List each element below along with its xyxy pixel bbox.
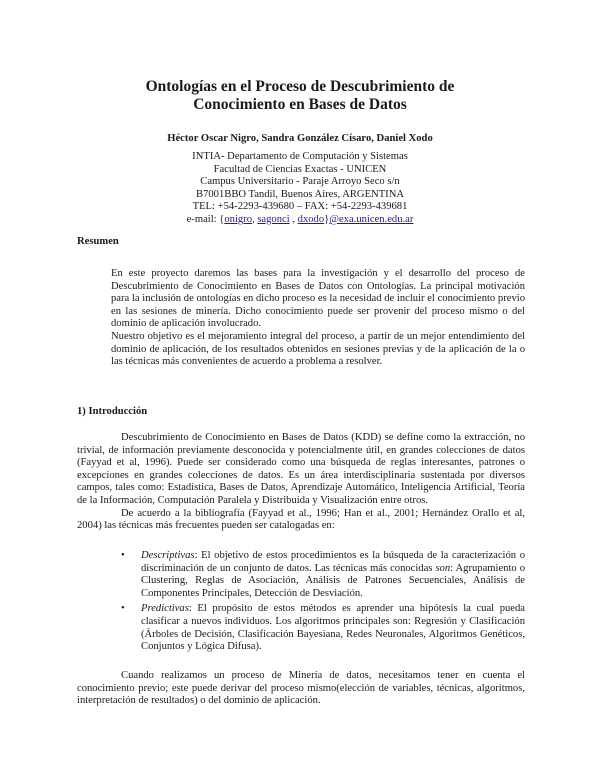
intro-paragraph: De acuerdo a la bibliografía (Fayyad et al., 1996; Han et al., 2001; Hernández Orallo et al, 2004) las técnicas más frecuentes pueden ser catalogadas en: — [77, 507, 525, 532]
email-link-sagonci[interactable]: sagonci — [257, 213, 290, 225]
email-line — [0, 214, 600, 227]
email-separator: , — [289, 213, 298, 225]
affiliation — [0, 151, 600, 227]
item-emphasis: son — [435, 562, 451, 574]
intro-body — [77, 432, 525, 533]
email-link-dxodo[interactable]: dxodo — [297, 213, 325, 225]
affiliation-line: TEL: +54-2293-439680 – FAX: +54-2293-439681 — [192, 201, 408, 213]
email-link-onigro[interactable]: onigro — [224, 213, 253, 225]
intro-body-continued — [77, 670, 525, 708]
resumen-paragraph: En este proyecto daremos las bases para la investigación y el desarrollo del proceso de Descubrimiento de Conocimiento en Bases de Datos con Ontologías. La principal motivación para la inclusión de ontologías en dicho proceso es la necesidad de incluir el conocimiento previo en las sesiones de minería. Dicho conocimiento puede ser provenir del proceso mismo o del dominio de aplicación involucrado. — [111, 268, 525, 330]
resumen-body — [111, 268, 525, 369]
affiliation-line: Campus Universitario - Paraje Arroyo Seco s/n — [200, 176, 400, 188]
item-text: : Agrupamiento o Clustering, Reglas de Asociación, Análisis de Patrones Secuenciales, Análisis de Componentes Principales, Detección de Desviación. — [141, 562, 525, 599]
item-text: : El objetivo de estos procedimientos es la búsqueda de la caracterización o discriminación de un conjunto de datos. Las técnicas más conocidas — [141, 550, 525, 574]
intro-paragraph: Descubrimiento de Conocimiento en Bases de Datos (KDD) se define como la extracción, no trivial, de información previamente desconocida y potencialmente útil, en grandes colecciones de datos (Fayyad et al, 1996). Puede ser considerado como una búsqueda de reglas interesantes, patrones o excepciones en grandes colecciones de datos. Es un área interdisciplinaria sustentada por diversos campos, tales como: Estadística, Bases de Datos, Aprendizaje Automático, Inteligencia Artificial, Teoría de la Información, Computación Paralela y Distribuida y Visualización entre otros. — [77, 432, 525, 506]
term: Predictivas — [141, 603, 189, 615]
email-prefix: e-mail: { — [186, 213, 225, 225]
list-item-predictivas — [121, 603, 525, 653]
item-text: : El propósito de estos métodos es aprender una hipótesis la cual pueda clasificar a nuevos individuos. Los algoritmos principales son: Regresión y Clasificación (Árboles de Decisión, Clasificación Bayesiana, Redes Neuronales, Algoritmos Genéticos, Conjuntos y Lógica Difusa). — [141, 603, 525, 653]
email-separator: , — [252, 213, 258, 225]
list-item-descriptivas — [121, 550, 525, 600]
email-domain-link[interactable]: @exa.unicen.edu.ar — [329, 213, 414, 225]
affiliation-line: B7001BBO Tandil, Buenos Aires, ARGENTINA — [196, 188, 404, 200]
resumen-heading: Resumen — [77, 236, 119, 247]
bullet-icon: • — [121, 550, 125, 561]
authors: Héctor Oscar Nigro, Sandra González Císaro, Daniel Xodo — [167, 133, 433, 144]
paper-title — [0, 78, 600, 114]
affiliation-line: Facultad de Ciencias Exactas - UNICEN — [213, 163, 387, 175]
affiliation-line: INTIA- Departamento de Computación y Sistemas — [192, 151, 408, 162]
intro-heading: 1) Introducción — [77, 406, 148, 417]
title-line: Conocimiento en Bases de Datos — [193, 96, 407, 113]
email-brace: } — [324, 213, 330, 225]
resumen-paragraph: Nuestro objetivo es el mejoramiento integral del proceso, a partir de un mejor entendimiento del dominio de aplicación, de los resultados obtenidos en sesiones previas y de la aplicación de la o las técnicas más convenientes de acuerdo a problema a resolver. — [111, 330, 525, 368]
title-line: Ontologías en el Proceso de Descubrimiento de — [145, 78, 455, 95]
intro-paragraph: Cuando realizamos un proceso de Minería de datos, necesitamos tener en cuenta el conocimiento previo; este puede derivar del proceso mismo(elección de variables, técnicas, algoritmos, interpretación de resultados) o del dominio de aplicación. — [77, 670, 525, 707]
bullet-icon: • — [121, 603, 125, 615]
technique-list — [121, 550, 525, 654]
term: Descriptivas — [141, 550, 195, 561]
